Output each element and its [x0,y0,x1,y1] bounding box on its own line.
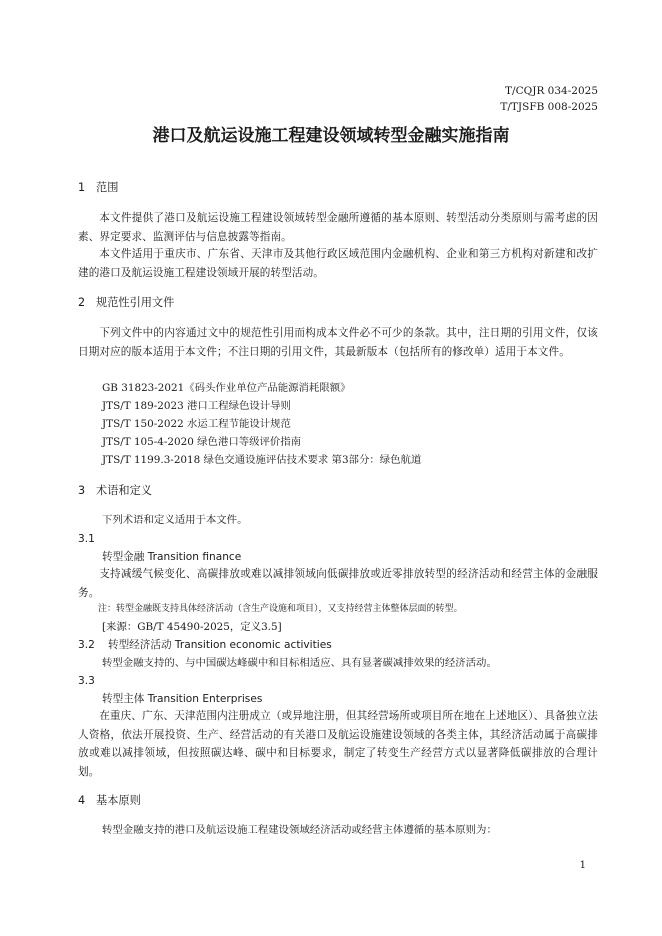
terms-intro: 下列术语和定义适用于本文件。 [102,514,248,526]
section-title: 基本原则 [96,794,141,807]
term-definition: 支持减缓气候变化、高碳排放或难以减排领域向低碳排放或近零排放转型的经济活动和经营主体的金融服务。 [78,568,598,599]
term-title: 转型金融 Transition finance [102,551,242,563]
term-number: 3.3 [78,675,95,687]
section-title: 术语和定义 [96,484,152,497]
section-1-heading [78,180,118,196]
reference-item: JTS/T 150-2022 水运工程节能设计规范 [102,418,291,430]
page-number: 1 [579,860,586,871]
term-title: 转型主体 Transition Enterprises [102,693,263,705]
scope-paragraph-1: 本文件提供了港口及航运设施工程建设领域转型金融所遵循的基本原则、转型活动分类原则与需考虑的因素、界定要求、监测评估与信息披露等指南。 [78,212,598,243]
term-note: 注：转型金融既支持具体经济活动（含生产设施和项目），又支持经营主体整体层面的转型。 [98,604,463,614]
standard-code-cqjr: T/CQJR 034-2025 [505,85,598,97]
section-3-heading [78,483,152,499]
document-title: 港口及航运设施工程建设领域转型金融实施指南 [152,126,510,146]
section-2-heading [78,295,174,311]
section-title: 范围 [96,181,119,194]
normative-references-paragraph: 下列文件中的内容通过文中的规范性引用而构成本文件必不可少的条款。其中，注日期的引用文件，仅该日期对应的版本适用于本文件；不注日期的引用文件，其最新版本（包括所有的修改单）适用于本文件。 [78,327,598,358]
scope-paragraph-2: 本文件适用于重庆市、广东省、天津市及其他行政区域范围内金融机构、企业和第三方机构对新建和改扩建的港口及航运设施工程建设领域开展的转型活动。 [78,248,598,279]
term-definition: 转型金融支持的、与中国碳达峰碳中和目标相适应、具有显著碳减排效果的经济活动。 [102,657,497,669]
reference-item: JTS/T 105-4-2020 绿色港口等级评价指南 [102,436,302,448]
standard-code-tjsfb: T/TJSFB 008-2025 [500,101,598,113]
reference-item: GB 31823-2021《码头作业单位产品能源消耗限额》 [102,382,351,394]
section-number: 4 [78,794,86,807]
section-number: 3 [78,484,86,497]
term-title: 转型经济活动 Transition economic activities [108,639,332,651]
principles-intro: 转型金融支持的港口及航运设施工程建设领域经济活动或经营主体遵循的基本原则为： [102,824,497,836]
term-source: [来源：GB/T 45490-2025，定义3.5] [102,621,282,633]
reference-item: JTS/T 189-2023 港口工程绿色设计导则 [102,400,291,412]
section-number: 1 [78,181,86,194]
section-4-heading [78,793,141,809]
section-title: 规范性引用文件 [96,296,175,309]
term-number: 3.2 [78,639,95,651]
term-number: 3.1 [78,533,95,545]
section-number: 2 [78,296,86,309]
reference-item: JTS/T 1199.3-2018 绿色交通设施评估技术要求 第3部分：绿色航道 [102,454,422,466]
term-definition: 在重庆、广东、天津范围内注册成立（或异地注册，但其经营场所或项目所在地在上述地区）、具备独立法人资格，依法开展投资、生产、经营活动的有关港口及航运设施建设领域的各类主体，其经济活动属于高碳排放或难以减排领域，但按照碳达峰、碳中和目标要求，制定了转变生产经营方式以显著降低碳排放的合理计划。 [78,710,598,778]
